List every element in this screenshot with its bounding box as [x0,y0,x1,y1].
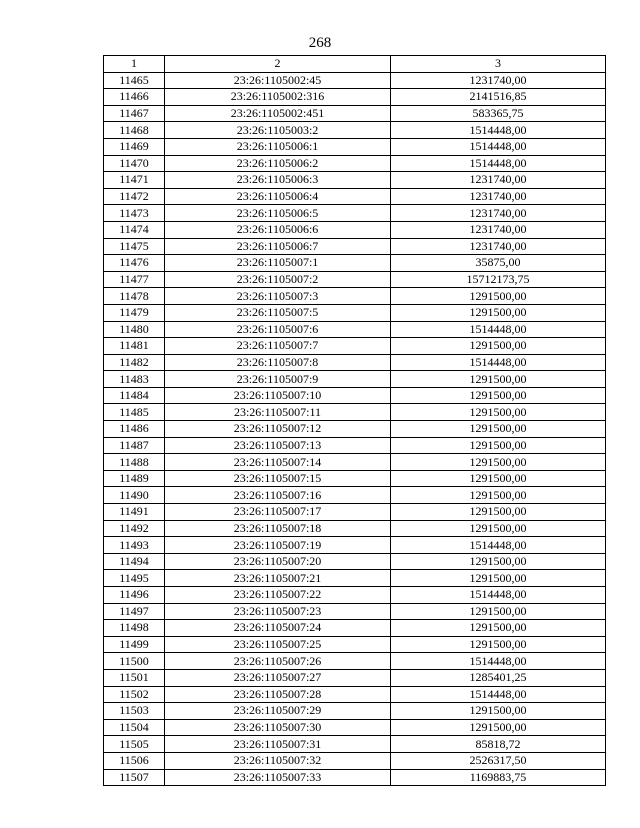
cadastral-number-cell: 23:26:1105007:22 [165,587,391,604]
table-row [104,155,606,172]
row-number-cell: 11471 [104,172,165,189]
cadastral-value-cell: 1514448,00 [391,155,606,172]
cadastral-number-cell: 23:26:1105007:3 [165,288,391,305]
row-number-cell: 11503 [104,703,165,720]
cadastral-value-cell: 1291500,00 [391,421,606,438]
cadastral-value-cell: 1285401,25 [391,669,606,686]
cadastral-number-cell: 23:26:1105007:11 [165,404,391,421]
cadastral-number-cell: 23:26:1105007:13 [165,437,391,454]
row-number-cell: 11475 [104,238,165,255]
row-number-cell: 11501 [104,669,165,686]
table-row [104,321,606,338]
row-number-cell: 11483 [104,371,165,388]
cadastral-number-cell: 23:26:1105007:6 [165,321,391,338]
cadastral-number-cell: 23:26:1105006:3 [165,172,391,189]
cadastral-value-cell: 1291500,00 [391,288,606,305]
row-number-cell: 11507 [104,769,165,786]
cadastral-value-cell: 1291500,00 [391,553,606,570]
row-number-cell: 11467 [104,105,165,122]
cadastral-number-cell: 23:26:1105006:5 [165,205,391,222]
table-row [104,371,606,388]
row-number-cell: 11494 [104,553,165,570]
row-number-cell: 11504 [104,719,165,736]
table-row [104,470,606,487]
table-row [104,570,606,587]
row-number-cell: 11505 [104,736,165,753]
cadastral-value-cell: 1231740,00 [391,172,606,189]
cadastral-value-cell: 1291500,00 [391,487,606,504]
table-row [104,537,606,554]
cadastral-value-table [103,55,606,786]
row-number-cell: 11491 [104,504,165,521]
cadastral-value-cell: 1514448,00 [391,122,606,139]
table-row [104,72,606,89]
table-row [104,172,606,189]
table-row [104,703,606,720]
cadastral-value-cell: 1291500,00 [391,520,606,537]
cadastral-value-cell: 1231740,00 [391,205,606,222]
cadastral-value-cell: 1231740,00 [391,238,606,255]
row-number-cell: 11465 [104,72,165,89]
table-row [104,89,606,106]
cadastral-value-cell: 85818,72 [391,736,606,753]
table-row [104,304,606,321]
row-number-cell: 11486 [104,421,165,438]
row-number-cell: 11497 [104,603,165,620]
table-row [104,354,606,371]
cadastral-number-cell: 23:26:1105007:19 [165,537,391,554]
row-number-cell: 11477 [104,271,165,288]
table-row [104,454,606,471]
cadastral-number-cell: 23:26:1105007:30 [165,719,391,736]
row-number-cell: 11493 [104,537,165,554]
cadastral-number-cell: 23:26:1105007:27 [165,669,391,686]
cadastral-number-cell: 23:26:1105002:316 [165,89,391,106]
cadastral-number-cell: 23:26:1105007:9 [165,371,391,388]
row-number-cell: 11489 [104,470,165,487]
row-number-cell: 11472 [104,188,165,205]
table-row [104,404,606,421]
row-number-cell: 11492 [104,520,165,537]
row-number-cell: 11474 [104,221,165,238]
cadastral-value-cell: 1169883,75 [391,769,606,786]
cadastral-value-cell: 1514448,00 [391,321,606,338]
cadastral-value-cell: 1231740,00 [391,72,606,89]
cadastral-number-cell: 23:26:1105007:7 [165,338,391,355]
table-row [104,338,606,355]
row-number-cell: 11478 [104,288,165,305]
cadastral-number-cell: 23:26:1105007:28 [165,686,391,703]
page-number: 268 [308,35,332,51]
table-row [104,421,606,438]
cadastral-number-cell: 23:26:1105006:2 [165,155,391,172]
cadastral-number-cell: 23:26:1105003:2 [165,122,391,139]
cadastral-number-cell: 23:26:1105007:32 [165,752,391,769]
table-row [104,504,606,521]
cadastral-value-cell: 1291500,00 [391,404,606,421]
row-number-cell: 11500 [104,653,165,670]
cadastral-value-cell: 1291500,00 [391,454,606,471]
cadastral-number-cell: 23:26:1105007:24 [165,620,391,637]
cadastral-value-cell: 2141516,85 [391,89,606,106]
table-row [104,769,606,786]
table-row [104,736,606,753]
cadastral-number-cell: 23:26:1105006:4 [165,188,391,205]
column-header-2: 2 [165,56,391,73]
cadastral-value-cell: 35875,00 [391,255,606,272]
table-row [104,553,606,570]
cadastral-value-cell: 1514448,00 [391,686,606,703]
cadastral-value-cell: 1291500,00 [391,719,606,736]
row-number-cell: 11499 [104,636,165,653]
table-row [104,669,606,686]
table-row [104,719,606,736]
table-row [104,122,606,139]
column-header-1: 1 [104,56,165,73]
cadastral-value-cell: 1514448,00 [391,138,606,155]
row-number-cell: 11469 [104,138,165,155]
table-row [104,620,606,637]
table-row [104,487,606,504]
cadastral-value-cell: 1291500,00 [391,636,606,653]
cadastral-number-cell: 23:26:1105007:18 [165,520,391,537]
row-number-cell: 11506 [104,752,165,769]
row-number-cell: 11479 [104,304,165,321]
row-number-cell: 11495 [104,570,165,587]
table-row [104,205,606,222]
cadastral-number-cell: 23:26:1105007:8 [165,354,391,371]
cadastral-value-cell: 1291500,00 [391,437,606,454]
table-row [104,138,606,155]
cadastral-value-cell: 2526317,50 [391,752,606,769]
table-row [104,653,606,670]
cadastral-number-cell: 23:26:1105007:17 [165,504,391,521]
table-row [104,238,606,255]
cadastral-value-cell: 1291500,00 [391,387,606,404]
table-row [104,105,606,122]
row-number-cell: 11498 [104,620,165,637]
cadastral-value-cell: 1291500,00 [391,338,606,355]
cadastral-value-cell: 1291500,00 [391,603,606,620]
cadastral-value-cell: 1514448,00 [391,587,606,604]
cadastral-value-cell: 1514448,00 [391,537,606,554]
table-row [104,221,606,238]
row-number-cell: 11487 [104,437,165,454]
cadastral-value-cell: 583365,75 [391,105,606,122]
cadastral-number-cell: 23:26:1105007:21 [165,570,391,587]
cadastral-number-cell: 23:26:1105007:10 [165,387,391,404]
cadastral-value-cell: 1291500,00 [391,304,606,321]
cadastral-number-cell: 23:26:1105006:1 [165,138,391,155]
cadastral-value-cell: 1291500,00 [391,570,606,587]
row-number-cell: 11488 [104,454,165,471]
row-number-cell: 11484 [104,387,165,404]
cadastral-number-cell: 23:26:1105007:5 [165,304,391,321]
cadastral-number-cell: 23:26:1105007:33 [165,769,391,786]
row-number-cell: 11482 [104,354,165,371]
row-number-cell: 11480 [104,321,165,338]
cadastral-value-cell: 1231740,00 [391,188,606,205]
row-number-cell: 11468 [104,122,165,139]
cadastral-value-cell: 1291500,00 [391,470,606,487]
row-number-cell: 11490 [104,487,165,504]
row-number-cell: 11470 [104,155,165,172]
cadastral-number-cell: 23:26:1105007:12 [165,421,391,438]
row-number-cell: 11496 [104,587,165,604]
table-row [104,188,606,205]
cadastral-number-cell: 23:26:1105007:23 [165,603,391,620]
cadastral-number-cell: 23:26:1105007:16 [165,487,391,504]
table-row [104,686,606,703]
cadastral-number-cell: 23:26:1105007:31 [165,736,391,753]
table-row [104,636,606,653]
cadastral-number-cell: 23:26:1105007:25 [165,636,391,653]
cadastral-number-cell: 23:26:1105006:6 [165,221,391,238]
table-row [104,387,606,404]
cadastral-number-cell: 23:26:1105002:451 [165,105,391,122]
table-row [104,437,606,454]
row-number-cell: 11466 [104,89,165,106]
cadastral-value-cell: 15712173,75 [391,271,606,288]
table-row [104,271,606,288]
cadastral-value-cell: 1291500,00 [391,703,606,720]
cadastral-value-cell: 1514448,00 [391,354,606,371]
row-number-cell: 11476 [104,255,165,272]
row-number-cell: 11481 [104,338,165,355]
row-number-cell: 11473 [104,205,165,222]
table-header-row [104,56,606,73]
table-row [104,752,606,769]
cadastral-value-cell: 1514448,00 [391,653,606,670]
cadastral-number-cell: 23:26:1105007:2 [165,271,391,288]
cadastral-value-cell: 1291500,00 [391,371,606,388]
table-row [104,288,606,305]
cadastral-number-cell: 23:26:1105007:14 [165,454,391,471]
column-header-3: 3 [391,56,606,73]
cadastral-number-cell: 23:26:1105007:15 [165,470,391,487]
cadastral-number-cell: 23:26:1105006:7 [165,238,391,255]
table-row [104,587,606,604]
cadastral-number-cell: 23:26:1105002:45 [165,72,391,89]
row-number-cell: 11485 [104,404,165,421]
table-body [104,72,606,786]
cadastral-value-cell: 1291500,00 [391,620,606,637]
cadastral-number-cell: 23:26:1105007:1 [165,255,391,272]
cadastral-number-cell: 23:26:1105007:26 [165,653,391,670]
cadastral-number-cell: 23:26:1105007:29 [165,703,391,720]
cadastral-number-cell: 23:26:1105007:20 [165,553,391,570]
table-row [104,520,606,537]
table-row [104,603,606,620]
cadastral-value-cell: 1291500,00 [391,504,606,521]
row-number-cell: 11502 [104,686,165,703]
cadastral-value-cell: 1231740,00 [391,221,606,238]
table-row [104,255,606,272]
